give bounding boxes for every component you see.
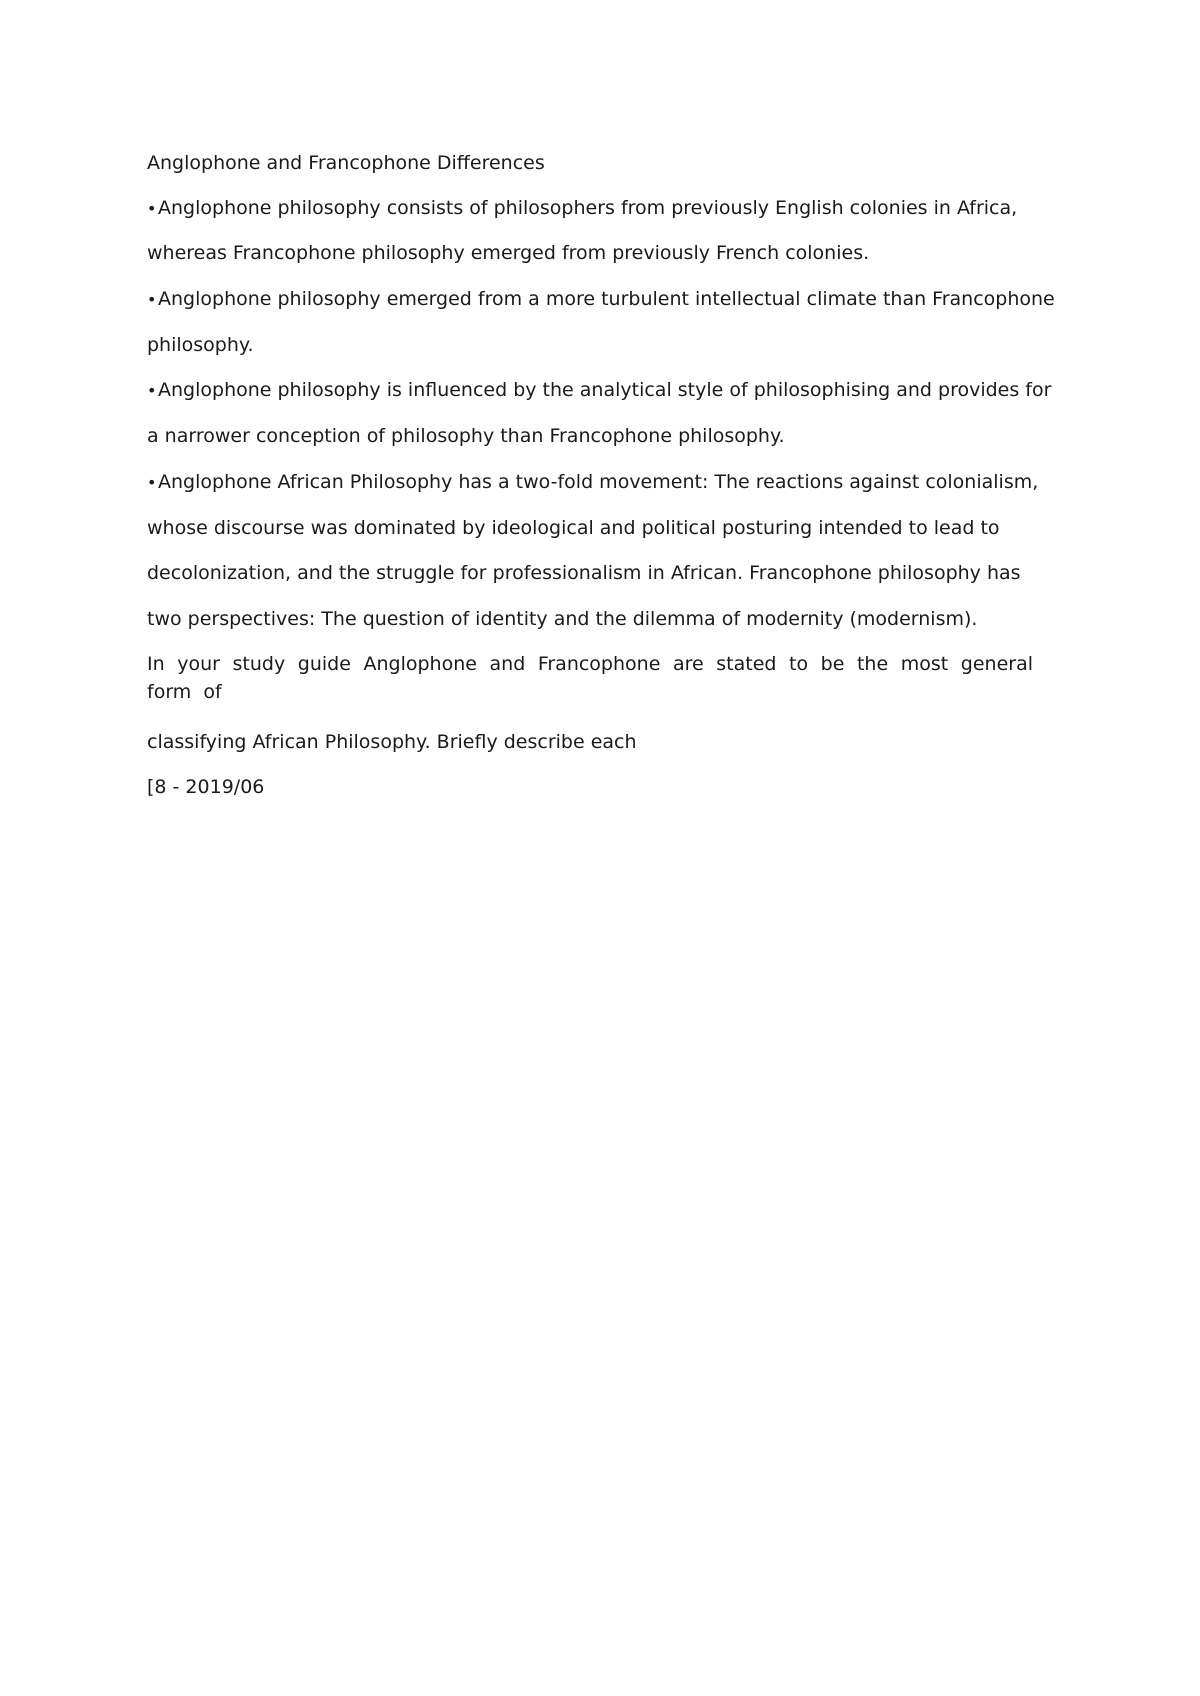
reference-text: [8 - 2019/06	[147, 776, 265, 798]
bullet-text: Anglophone philosophy emerged from a more turbulent intellectual climate than Francophone	[158, 288, 1055, 310]
bullet-line-4	[147, 470, 1038, 495]
body-line: whose discourse was dominated by ideological and political posturing intended to lead to	[147, 517, 1000, 539]
question-continuation: classifying African Philosophy. Briefly describe each	[147, 731, 637, 753]
body-line: decolonization, and the struggle for professionalism in African. Francophone philosophy has	[147, 562, 1021, 584]
question-text: In your study guide Anglophone and Francophone are stated to be the most general form of	[147, 653, 1033, 703]
body-line: a narrower conception of philosophy than Francophone philosophy.	[147, 425, 785, 447]
bullet-icon: •	[147, 473, 157, 492]
bullet-text: Anglophone African Philosophy has a two-fold movement: The reactions against colonialism,	[158, 471, 1039, 493]
bullet-line-2	[147, 287, 1055, 312]
bullet-icon: •	[147, 199, 157, 218]
body-line: two perspectives: The question of identity and the dilemma of modernity (modernism).	[147, 608, 978, 630]
bullet-line-1	[147, 196, 1017, 221]
bullet-text: Anglophone philosophy is influenced by the analytical style of philosophising and provides for	[158, 379, 1052, 401]
bullet-line-3	[147, 378, 1051, 403]
bullet-icon: •	[147, 290, 157, 309]
document-heading: Anglophone and Francophone Differences	[147, 152, 545, 174]
body-line: whereas Francophone philosophy emerged from previously French colonies.	[147, 242, 870, 264]
bullet-icon: •	[147, 381, 157, 400]
body-line: philosophy.	[147, 334, 254, 356]
bullet-text: Anglophone philosophy consists of philosophers from previously English colonies in Africa,	[158, 197, 1018, 219]
